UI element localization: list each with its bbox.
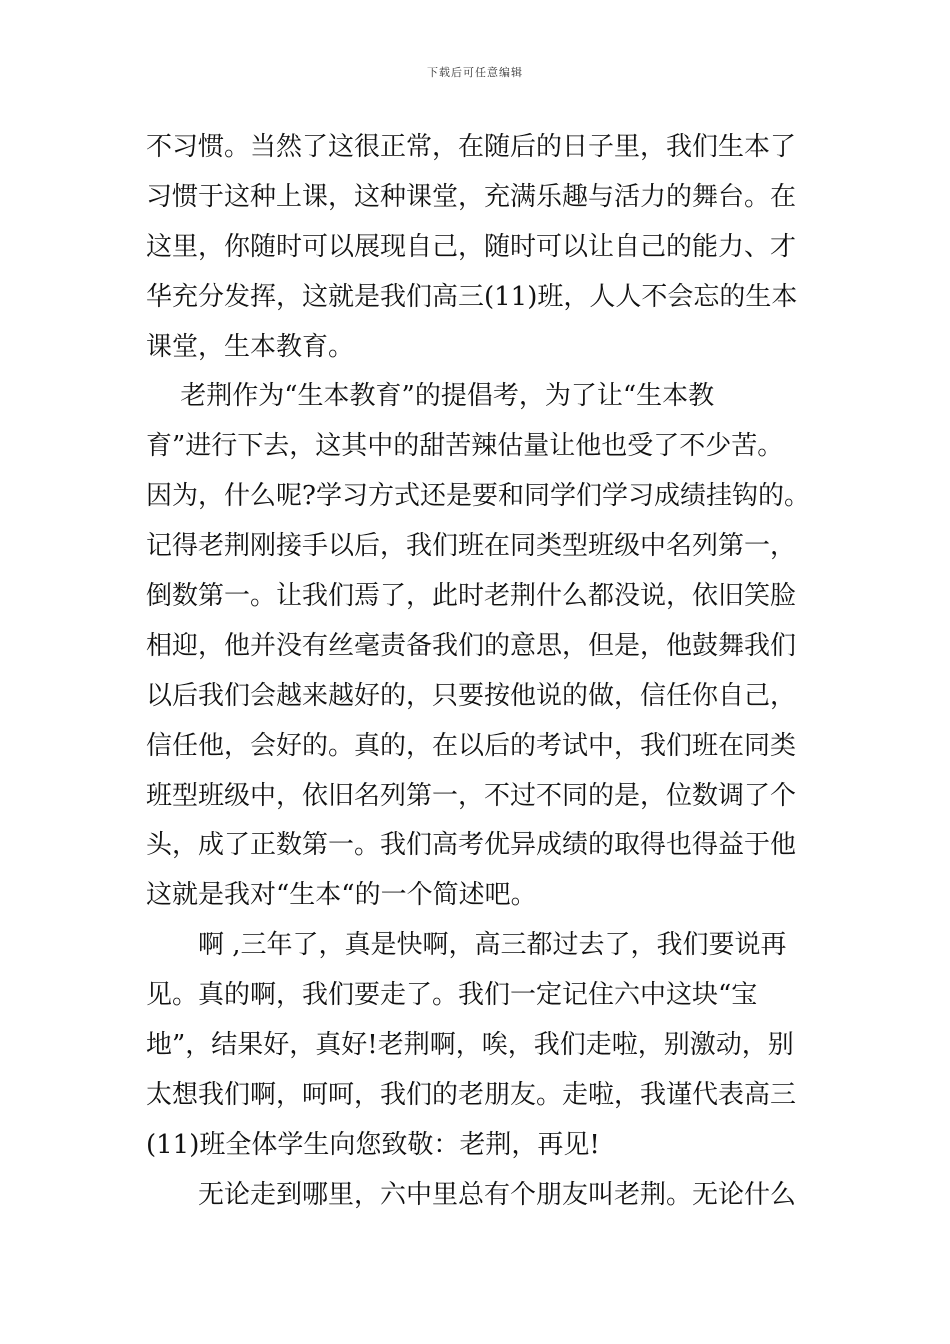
text-line: 因为，什么呢?学习方式还是要和同学们学习成绩挂钩的。	[146, 481, 810, 512]
text-line: (11)班全体学生向您致敬：老荆，再见!	[146, 1129, 600, 1160]
text-line: 信任他，会好的。真的，在以后的考试中，我们班在同类	[146, 730, 797, 761]
text-line: 太想我们啊，呵呵，我们的老朋友。走啦，我谨代表高三	[146, 1079, 797, 1110]
text-line: 班型班级中，依旧名列第一，不过不同的是，位数调了个	[146, 780, 797, 811]
text-line: 华充分发挥，这就是我们高三(11)班，人人不会忘的生本	[146, 281, 798, 312]
text-line: 不习惯。当然了这很正常，在随后的日子里，我们生本了	[146, 132, 797, 162]
text-line: 这里，你随时可以展现自己，随时可以让自己的能力、才	[146, 231, 797, 262]
text-line: 地”，结果好，真好!老荆啊，唉，我们走啦，别激动，别	[146, 1030, 794, 1061]
text-line: 这就是我对“生本“的一个简述吧。	[146, 880, 537, 911]
text-line: 以后我们会越来越好的，只要按他说的做，信任你自己，	[146, 680, 797, 711]
text-line: 啊 ,三年了，真是快啊，高三都过去了，我们要说再	[146, 930, 787, 961]
text-line: 头，成了正数第一。我们高考优异成绩的取得也得益于他	[146, 830, 797, 861]
text-line: 老荆作为“生本教育”的提倡考，为了让“生本教	[146, 381, 715, 412]
body-text	[146, 123, 826, 1221]
text-line: 见。真的啊，我们要走了。我们一定记住六中这块“宝	[146, 980, 758, 1011]
text-line: 课堂，生本教育。	[146, 331, 355, 362]
text-line: 无论走到哪里，六中里总有个朋友叫老荆。无论什么	[146, 1179, 797, 1210]
text-line: 相迎，他并没有丝毫责备我们的意思，但是，他鼓舞我们	[146, 630, 797, 661]
text-line: 倒数第一。让我们焉了，此时老荆什么都没说，依旧笑脸	[146, 581, 797, 612]
text-line: 习惯于这种上课，这种课堂，充满乐趣与活力的舞台。在	[146, 181, 797, 212]
text-line: 育”进行下去，这其中的甜苦辣估量让他也受了不少苦。	[146, 431, 784, 462]
text-line: 记得老荆刚接手以后，我们班在同类型班级中名列第一，	[146, 531, 797, 562]
page-header: 下载后可任意编辑	[427, 66, 523, 79]
